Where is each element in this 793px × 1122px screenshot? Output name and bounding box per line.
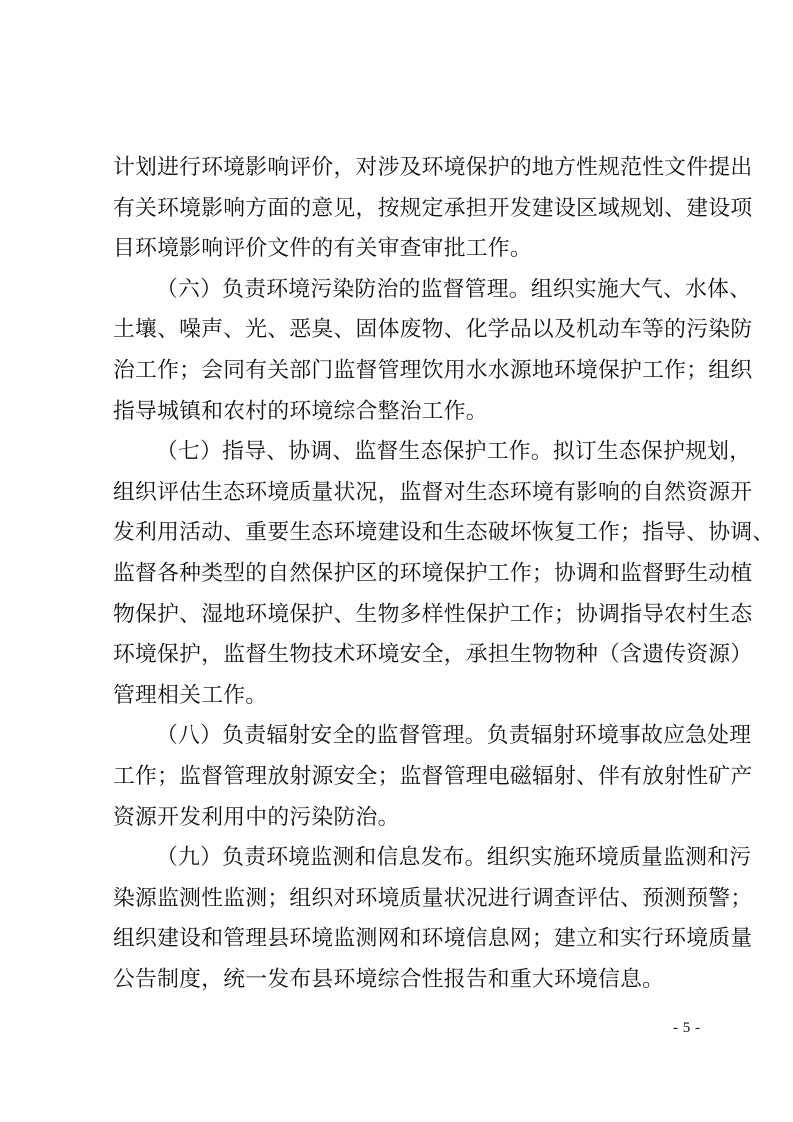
text-line: 环境保护，监督生物技术环境安全，承担生物物种（含遗传资源）	[113, 642, 753, 668]
paragraph-continuation	[113, 148, 753, 270]
text-line: 监督各种类型的自然保护区的环境保护工作；协调和监督野生动植	[113, 560, 753, 586]
text-line: 资源开发利用中的污染防治。	[113, 804, 400, 830]
text-line: 组织建设和管理县环境监测网和环境信息网；建立和实行环境质量	[113, 926, 753, 952]
paragraph-item-7	[113, 432, 775, 716]
text-line: 组织评估生态环境质量状况，监督对生态环境有影响的自然资源开	[113, 479, 753, 505]
text-line: 物保护、湿地环境保护、生物多样性保护工作；协调指导农村生态	[113, 601, 753, 627]
text-line: 有关环境影响方面的意见，按规定承担开发建设区域规划、建设项	[113, 195, 753, 221]
paragraph-item-6	[113, 270, 753, 432]
document-body	[113, 148, 775, 1000]
text-line: 公告制度，统一发布县环境综合性报告和重大环境信息。	[113, 966, 665, 992]
paragraph-item-9	[113, 838, 753, 1000]
text-line: 管理相关工作。	[113, 682, 268, 708]
text-line: 治工作；会同有关部门监督管理饮用水水源地环境保护工作；组织	[113, 357, 753, 383]
text-line: （六）负责环境污染防治的监督管理。组织实施大气、水体、	[156, 276, 752, 302]
text-line: 指导城镇和农村的环境综合整治工作。	[113, 398, 488, 424]
text-line: （七）指导、协调、监督生态保护工作。拟订生态保护规划，	[156, 439, 752, 465]
text-line: 染源监测性监测；组织对环境质量状况进行调查评估、预测预警；	[113, 885, 753, 911]
text-line: 土壤、噪声、光、恶臭、固体废物、化学品以及机动车等的污染防	[113, 317, 753, 343]
text-line: 发利用活动、重要生态环境建设和生态破坏恢复工作；指导、协调、	[113, 520, 775, 546]
text-line: 工作；监督管理放射源安全；监督管理电磁辐射、伴有放射性矿产	[113, 763, 753, 789]
text-line: 计划进行环境影响评价，对涉及环境保护的地方性规范性文件提出	[113, 155, 753, 180]
text-line: 目环境影响评价文件的有关审查审批工作。	[113, 236, 532, 262]
paragraph-item-8	[113, 716, 753, 838]
page-number: - 5 -	[673, 1020, 701, 1036]
text-line: （八）负责辐射安全的监督管理。负责辐射环境事故应急处理	[156, 723, 752, 749]
text-line: （九）负责环境监测和信息发布。组织实施环境质量监测和污	[156, 845, 752, 871]
